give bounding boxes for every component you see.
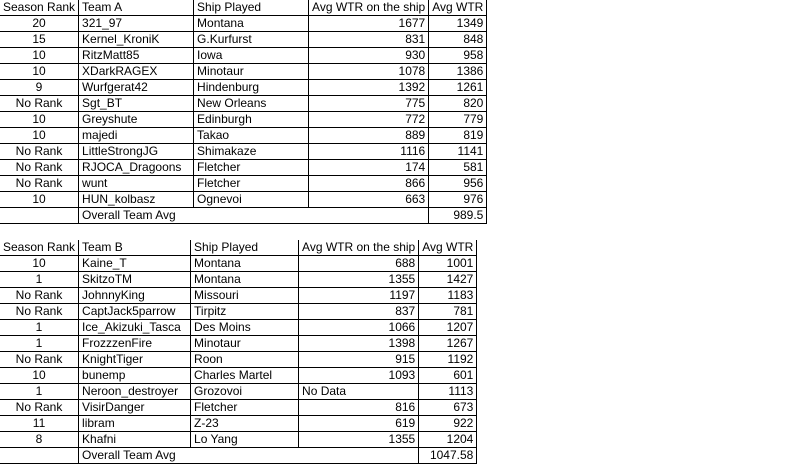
season-rank-cell: 10 <box>0 128 79 144</box>
player-name-cell: majedi <box>79 128 194 144</box>
season-rank-cell: 10 <box>0 48 79 64</box>
season-rank-cell: No Rank <box>0 400 79 416</box>
table-row <box>0 416 477 432</box>
player-name-cell: Sgt_BT <box>79 96 194 112</box>
avg-wtr-cell: 1001 <box>419 256 477 272</box>
player-name-cell: XDarkRAGEX <box>79 64 194 80</box>
table-row <box>0 16 487 32</box>
ship-played-cell: Fletcher <box>194 160 309 176</box>
ship-played-cell: Fletcher <box>191 400 299 416</box>
season-rank-cell: 1 <box>0 272 79 288</box>
season-rank-cell: No Rank <box>0 160 79 176</box>
team-a-table <box>0 0 487 224</box>
ship-wtr-cell: 1677 <box>309 16 429 32</box>
ship-wtr-cell: 174 <box>309 160 429 176</box>
ship-wtr-cell: 831 <box>309 32 429 48</box>
table-row <box>0 368 477 384</box>
table-row <box>0 176 487 192</box>
player-name-cell: CaptJack5parrow <box>79 304 191 320</box>
ship-played-cell: Missouri <box>191 288 299 304</box>
ship-wtr-cell: 837 <box>299 304 419 320</box>
table-row <box>0 272 477 288</box>
season-rank-cell: 9 <box>0 80 79 96</box>
ship-wtr-cell: 1066 <box>299 320 419 336</box>
header-ship-played: Ship Played <box>191 240 299 256</box>
season-rank-cell: No Rank <box>0 304 79 320</box>
avg-wtr-cell: 779 <box>429 112 487 128</box>
season-rank-cell: No Rank <box>0 176 79 192</box>
season-rank-cell: 1 <box>0 336 79 352</box>
ship-wtr-cell: 930 <box>309 48 429 64</box>
ship-wtr-cell: 1197 <box>299 288 419 304</box>
ship-wtr-cell: 1116 <box>309 144 429 160</box>
avg-wtr-cell: 1192 <box>419 352 477 368</box>
season-rank-cell: 10 <box>0 192 79 208</box>
ship-played-cell: Montana <box>191 256 299 272</box>
avg-wtr-cell: 1261 <box>429 80 487 96</box>
avg-wtr-cell: 922 <box>419 416 477 432</box>
ship-played-cell: Charles Martel <box>191 368 299 384</box>
player-name-cell: FrozzzenFire <box>79 336 191 352</box>
ship-played-cell: Roon <box>191 352 299 368</box>
ship-wtr-cell: 889 <box>309 128 429 144</box>
team-b-table <box>0 240 477 464</box>
header-avg-wtr: Avg WTR <box>419 240 477 256</box>
header-team-b: Team B <box>79 240 191 256</box>
season-rank-cell: 1 <box>0 384 79 400</box>
table-row <box>0 352 477 368</box>
season-rank-cell: No Rank <box>0 144 79 160</box>
avg-wtr-cell: 848 <box>429 32 487 48</box>
player-name-cell: LittleStrongJG <box>79 144 194 160</box>
player-name-cell: 321_97 <box>79 16 194 32</box>
ship-played-cell: Minotaur <box>194 64 309 80</box>
table-row <box>0 256 477 272</box>
player-name-cell: Ice_Akizuki_Tasca <box>79 320 191 336</box>
avg-wtr-cell: 976 <box>429 192 487 208</box>
season-rank-cell: No Rank <box>0 96 79 112</box>
team-a-header-row <box>0 0 487 16</box>
table-row <box>0 384 477 400</box>
table-row <box>0 192 487 208</box>
header-avg-wtr-on-ship: Avg WTR on the ship <box>299 240 419 256</box>
ship-played-cell: New Orleans <box>194 96 309 112</box>
table-row <box>0 128 487 144</box>
header-avg-wtr-on-ship: Avg WTR on the ship <box>309 0 429 16</box>
player-name-cell: SkitzoTM <box>79 272 191 288</box>
player-name-cell: RitzMatt85 <box>79 48 194 64</box>
table-row <box>0 336 477 352</box>
player-name-cell: wunt <box>79 176 194 192</box>
ship-played-cell: Montana <box>191 272 299 288</box>
ship-played-cell: Grozovoi <box>191 384 299 400</box>
ship-wtr-cell: 866 <box>309 176 429 192</box>
ship-wtr-cell: 1093 <box>299 368 419 384</box>
ship-wtr-cell: 619 <box>299 416 419 432</box>
avg-wtr-cell: 781 <box>419 304 477 320</box>
avg-wtr-cell: 1207 <box>419 320 477 336</box>
ship-played-cell: Iowa <box>194 48 309 64</box>
avg-wtr-cell: 819 <box>429 128 487 144</box>
avg-wtr-cell: 1349 <box>429 16 487 32</box>
avg-wtr-cell: 581 <box>429 160 487 176</box>
avg-wtr-cell: 1113 <box>419 384 477 400</box>
player-name-cell: Neroon_destroyer <box>79 384 191 400</box>
player-name-cell: HUN_kolbasz <box>79 192 194 208</box>
ship-wtr-cell: 816 <box>299 400 419 416</box>
season-rank-cell: No Rank <box>0 352 79 368</box>
player-name-cell: Kaine_T <box>79 256 191 272</box>
player-name-cell: VisirDanger <box>79 400 191 416</box>
ship-played-cell: Montana <box>194 16 309 32</box>
ship-wtr-cell: 1355 <box>299 272 419 288</box>
avg-wtr-cell: 1141 <box>429 144 487 160</box>
ship-played-cell: Ognevoi <box>194 192 309 208</box>
ship-played-cell: Hindenburg <box>194 80 309 96</box>
overall-team-avg-label: Overall Team Avg <box>79 208 429 224</box>
avg-wtr-cell: 1386 <box>429 64 487 80</box>
player-name-cell: Khafni <box>79 432 191 448</box>
avg-wtr-cell: 1427 <box>419 272 477 288</box>
table-row <box>0 64 487 80</box>
table-row <box>0 432 477 448</box>
season-rank-cell: 20 <box>0 16 79 32</box>
season-rank-cell: No Rank <box>0 288 79 304</box>
player-name-cell: Wurfgerat42 <box>79 80 194 96</box>
avg-wtr-cell: 956 <box>429 176 487 192</box>
ship-played-cell: Des Moins <box>191 320 299 336</box>
season-rank-cell: 11 <box>0 416 79 432</box>
player-name-cell: RJOCA_Dragoons <box>79 160 194 176</box>
header-season-rank: Season Rank <box>0 240 79 256</box>
ship-played-cell: Takao <box>194 128 309 144</box>
season-rank-cell: 1 <box>0 320 79 336</box>
ship-wtr-cell: 1392 <box>309 80 429 96</box>
table-row <box>0 80 487 96</box>
player-name-cell: JohnnyKing <box>79 288 191 304</box>
avg-wtr-cell: 1183 <box>419 288 477 304</box>
overall-team-avg-row <box>0 448 477 464</box>
table-row <box>0 112 487 128</box>
ship-played-cell: G.Kurfurst <box>194 32 309 48</box>
avg-wtr-cell: 820 <box>429 96 487 112</box>
avg-wtr-cell: 673 <box>419 400 477 416</box>
ship-wtr-cell: 915 <box>299 352 419 368</box>
ship-played-cell: Tirpitz <box>191 304 299 320</box>
player-name-cell: KnightTiger <box>79 352 191 368</box>
table-row <box>0 304 477 320</box>
ship-wtr-cell: 663 <box>309 192 429 208</box>
table-row <box>0 288 477 304</box>
table-row <box>0 400 477 416</box>
header-team-a: Team A <box>79 0 194 16</box>
avg-wtr-cell: 958 <box>429 48 487 64</box>
table-row <box>0 32 487 48</box>
season-rank-cell: 10 <box>0 256 79 272</box>
ship-wtr-cell: 775 <box>309 96 429 112</box>
ship-played-cell: Z-23 <box>191 416 299 432</box>
season-rank-cell: 10 <box>0 112 79 128</box>
ship-wtr-cell: 1355 <box>299 432 419 448</box>
ship-played-cell: Minotaur <box>191 336 299 352</box>
header-season-rank: Season Rank <box>0 0 79 16</box>
overall-team-avg-row <box>0 208 487 224</box>
overall-team-avg-value: 1047.58 <box>419 448 477 464</box>
ship-played-cell: Edinburgh <box>194 112 309 128</box>
overall-team-avg-value: 989.5 <box>429 208 487 224</box>
header-ship-played: Ship Played <box>194 0 309 16</box>
season-rank-cell: 15 <box>0 32 79 48</box>
avg-wtr-cell: 601 <box>419 368 477 384</box>
table-row <box>0 96 487 112</box>
header-avg-wtr: Avg WTR <box>429 0 487 16</box>
ship-wtr-cell: No Data <box>299 384 419 400</box>
avg-wtr-cell: 1204 <box>419 432 477 448</box>
ship-played-cell: Fletcher <box>194 176 309 192</box>
ship-wtr-cell: 1398 <box>299 336 419 352</box>
player-name-cell: bunemp <box>79 368 191 384</box>
player-name-cell: Kernel_KroniK <box>79 32 194 48</box>
table-row <box>0 160 487 176</box>
empty-cell <box>0 448 79 464</box>
player-name-cell: Greyshute <box>79 112 194 128</box>
table-row <box>0 48 487 64</box>
ship-wtr-cell: 688 <box>299 256 419 272</box>
ship-wtr-cell: 772 <box>309 112 429 128</box>
avg-wtr-cell: 1267 <box>419 336 477 352</box>
season-rank-cell: 8 <box>0 432 79 448</box>
overall-team-avg-label: Overall Team Avg <box>79 448 419 464</box>
team-b-header-row <box>0 240 477 256</box>
ship-played-cell: Lo Yang <box>191 432 299 448</box>
season-rank-cell: 10 <box>0 64 79 80</box>
ship-wtr-cell: 1078 <box>309 64 429 80</box>
table-row <box>0 144 487 160</box>
season-rank-cell: 10 <box>0 368 79 384</box>
player-name-cell: libram <box>79 416 191 432</box>
empty-cell <box>0 208 79 224</box>
ship-played-cell: Shimakaze <box>194 144 309 160</box>
table-row <box>0 320 477 336</box>
